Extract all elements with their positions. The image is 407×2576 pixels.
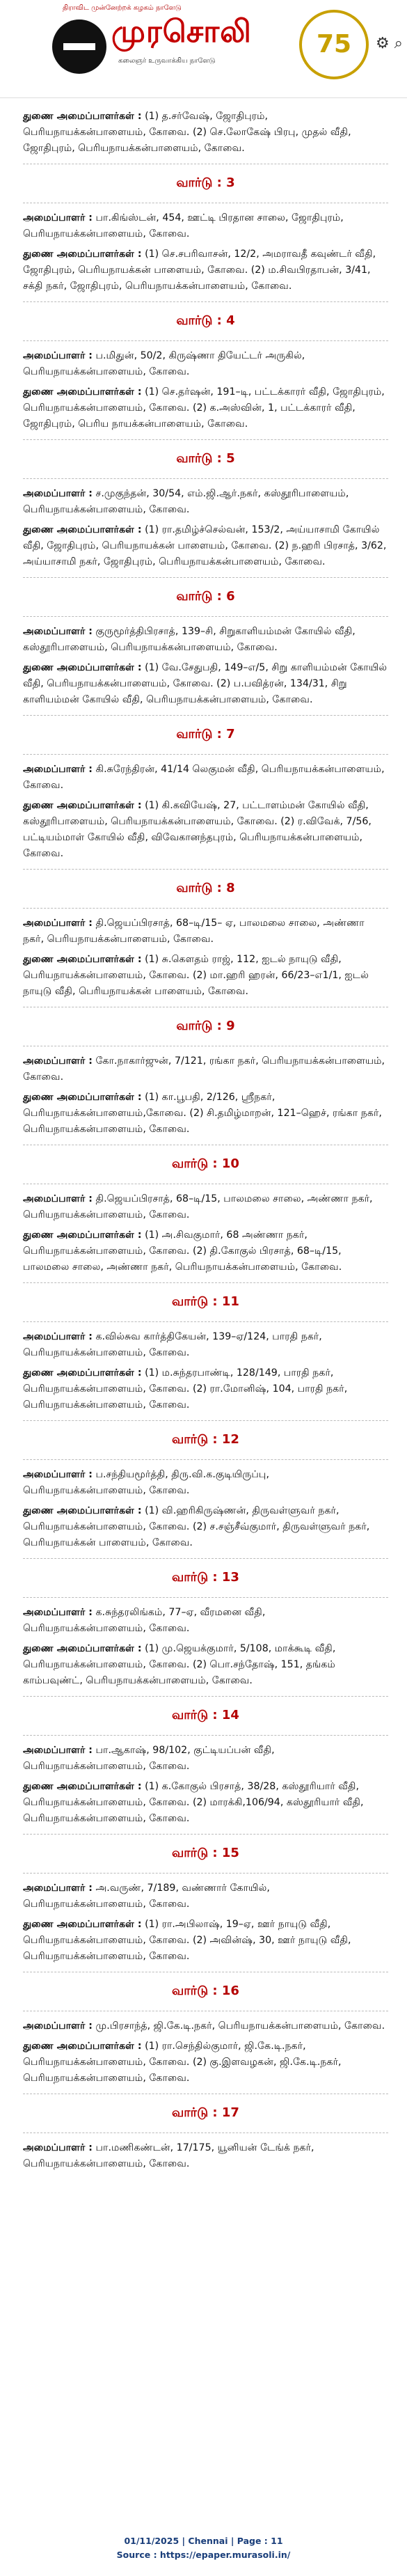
appointment-entry [23,1880,388,1913]
role-label: துணை அமைப்பாளர்கள் : [23,2041,142,2052]
member-details: (1) க.கோகுல் பிரசாத், 38/28, கஸ்தூரியார் வீதி, பெரியநாயக்கன்பாளையம், கோவை. (2) மாரக்கி,106/94, கஸ்தூரியார் வீதி, பெரியநாயக்கன்பாளையம், கோவை. [23,1781,364,1824]
appointment-entry [23,210,388,242]
member-details: (1) செ.சபரிவாசன், 12/2, அமராவதீ கவுண்டர் வீதி, ஜோதிபுரம், பெரியநாயக்கன் பாளையம், கோவை. (2) ம.சிவபிரதாபன், 3/41, சக்தி நகர், ஜோதிபுரம், பெரியநாயக்கன்பாளையம், கோவை. [23,249,376,292]
ward-heading: வார்டு : 14 [172,1708,239,1722]
appointment-entry [23,2039,388,2087]
ward-heading: வார்டு : 16 [172,1984,239,1998]
appointment-entry [23,348,388,380]
appointment-entry [23,1191,388,1223]
ward-heading: வார்டு : 3 [176,175,235,190]
section-divider [23,1597,388,1598]
member-details: (1) ரா.செந்தில்குமார், ஜி.கே.டி.நகர், பெரியநாயக்கன்பாளையம், கோவை. (2) கு.இளவழகன், ஜி.கே.டி.நகர், பெரியநாயக்கன்பாளையம், கோவை. [23,2041,342,2084]
role-label: அமைப்பாளர் : [23,488,93,499]
member-details: (1) ரா.அபிலாஷ், 19–ஏ, ஊர் நாயுடு வீதி, பெரியநாயக்கன்பாளையம், கோவை. (2) அவின்ஷ், 30, ஊர் நாயுடு வீதி, பெரியநாயக்கன்பாளையம், கோவை. [23,1919,351,1962]
member-details: க.வில்சுவ கார்த்திகேயன், 139–ஏ/124, பாரதி நகர், பெரியநாயக்கன்பாளையம், கோவை. [23,1331,322,1358]
role-label: அமைப்பாளர் : [23,350,93,361]
role-label: அமைப்பாளர் : [23,212,93,223]
appointment-entry [23,660,388,708]
footer-date-page: 01/11/2025 | Chennai | Page : 11 [124,2536,283,2546]
appointment-entry [23,1641,388,1689]
member-details: மு.பிரசாந்த், ஜி.கே.டி.நகர், பெரியநாயக்கன்பாளையம், கோவை. [95,2020,385,2032]
section-divider [23,1558,388,1559]
section-divider [23,1321,388,1322]
appointment-entry [23,1090,388,1138]
ward-heading: வார்டு : 10 [172,1156,239,1171]
appointment-entry [23,1917,388,1965]
ward-heading: வார்டு : 15 [172,1846,239,1860]
member-details: (1) அ.சிவகுமார், 68 அண்ணா நகர், பெரியநாயக்கன்பாளையம், கோவை. (2) தி.கோகுல் பிரசாத், 68–டி/15, பாலமலை சாலை, அண்ணா நகர், பெரியநாயக்கன்பாளையம், கோவை. [23,1230,342,1273]
section-divider [23,301,388,302]
role-label: துணை அமைப்பாளர்கள் : [23,1781,142,1792]
section-divider [23,340,388,341]
member-details: பா.கிங்ஸ்டன், 454, ஊட்டி பிரதான சாலை, ஜோதிபுரம், பெரியநாயக்கன்பாளையம், கோவை. [23,212,344,239]
member-details: (1) கி.கவியேஷ், 27, பட்டாளம்மன் கோயில் வீதி, கஸ்தூரிபாளையம், பெரியநாயக்கன்பாளையம், கோவை. (2) ர.விவேக், 7/56, பட்டியம்மாள் கோயில் வீதி, விவேகானந்தபுரம், பெரியநாயக்கன்பாளையம், கோவை. [23,800,372,859]
ward-heading: வார்டு : 4 [176,313,235,328]
role-label: துணை அமைப்பாளர்கள் : [23,800,142,811]
role-label: அமைப்பாளர் : [23,2020,93,2032]
role-label: அமைப்பாளர் : [23,2142,93,2153]
newspaper-logo: முரசொலி [111,14,252,49]
section-divider [23,715,388,716]
role-label: அமைப்பாளர் : [23,626,93,637]
ward-heading: வார்டு : 17 [172,2105,239,2120]
role-label: துணை அமைப்பாளர்கள் : [23,662,142,673]
ward-heading: வார்டு : 5 [176,451,235,466]
appointment-entry [23,246,388,294]
appointment-entry [23,1779,388,1827]
member-details: குருமூர்த்திபிரசாத், 139–சி, சிறுகாளியம்மன் கோயில் வீதி, கஸ்தூரிபாளையம், பெரியநாயக்கன்பாளையம், கோவை. [23,626,356,653]
section-divider [23,1282,388,1283]
appointment-entry [23,384,388,432]
section-divider [23,1735,388,1736]
appointment-entry [23,798,388,862]
role-label: துணை அமைப்பாளர்கள் : [23,954,142,965]
section-divider [23,1834,388,1835]
appointment-entry [23,952,388,1000]
appointment-entry [23,624,388,656]
section-divider [23,478,388,479]
ward-heading: வார்டு : 9 [176,1019,235,1033]
role-label: துணை அமைப்பாளர்கள் : [23,1230,142,1241]
member-details: பா.ஆகாஷ், 98/102, குட்டியப்பன் வீதி, பெரியநாயக்கன்பாளையம், கோவை. [23,1745,275,1772]
role-label: அமைப்பாளர் : [23,764,93,775]
appointment-entry [23,1503,388,1551]
member-details: (1) செ.தர்ஷன், 191–டி, பட்டக்காரர் வீதி, ஜோதிபுரம், பெரியநாயக்கன்பாளையம், கோவை. (2) க.அஸ்வின், 1, பட்டக்காரர் வீதி, ஜோதிபுரம், பெரிய நாயக்கன்பாளையம், கோவை. [23,386,385,430]
member-details: க.சுந்தரலிங்கம், 77–ஏ, வீரமனை வீதி, பெரியநாயக்கன்பாளையம், கோவை. [23,1607,266,1634]
role-label: துணை அமைப்பாளர்கள் : [23,1505,142,1516]
masthead-tagline: திராவிட முன்னேற்றக் கழகம் நாளேடு [63,4,182,12]
article-body [23,104,388,2176]
role-label: துணை அமைப்பாளர்கள் : [23,249,142,260]
appointment-entry [23,762,388,794]
anniversary-badge: 75 [299,10,369,79]
member-details: தி.ஜெயப்பிரசாத், 68–டி/15– ஏ, பாலமலை சாலை, அண்ணா நகர், பெரியநாயக்கன்பாளையம், கோவை. [23,918,365,945]
appointment-entry [23,1329,388,1361]
ward-heading: வார்டு : 6 [176,589,235,604]
search-icon[interactable]: ⌕ [394,35,403,52]
appointment-entry [23,1227,388,1275]
member-details: (1) கா.பூபதி, 2/126, ஸ்ரீநகர், பெரியநாயக்கன்பாளையம்,கோவை. (2) சி.தமிழ்மாறன், 121–ஹெச், ரங்கா நகர், பெரியநாயக்கன்பாளையம், கோவை. [23,1092,382,1135]
member-details: (1) வே.சேதுபதி, 149–எ/5, சிறு காளியம்மன் கோயில் வீதி, பெரியநாயக்கன்பாளையம், கோவை. (2) ப.பவித்ரன், 134/31, சிறு காளியம்மன் கோயில் வீதி, பெரியநாயக்கன்பாளையம், கோவை. [23,662,388,705]
section-divider [23,1696,388,1697]
member-details: ச.முகுந்தன், 30/54, எம்.ஜி.ஆர்.நகர், கஸ்தூரிபாளையம், பெரியநாயக்கன்பாளையம், கோவை. [23,488,349,515]
section-divider [23,1873,388,1874]
section-divider [23,577,388,578]
section-divider [23,439,388,440]
ward-heading: வார்டு : 11 [172,1294,239,1309]
section-divider [23,616,388,617]
ward-heading: வார்டு : 13 [172,1570,239,1585]
appointment-entry [23,1053,388,1085]
appointment-entry [23,2018,388,2034]
member-details: (1) வி.ஹரிகிருஷ்ணன், திருவள்ளுவர் நகர், பெரியநாயக்கன்பாளையம், கோவை. (2) ச.சஞ்சீவ்குமார், திருவள்ளுவர் நகர், பெரியநாயக்கன் பாளையம், கோவை. [23,1505,370,1548]
appointment-entry [23,1467,388,1499]
role-label: அமைப்பாளர் : [23,1745,93,1756]
appointment-entry [23,109,388,157]
ward-heading: வார்டு : 8 [176,881,235,895]
appointment-entry [23,2140,388,2172]
logo-subtitle: கலைஞர் உருவாக்கிய நாளேடு [118,57,216,65]
member-details: கி.சுரேந்திரன், 41/14 லெகுமன் வீதி, பெரியநாயக்கன்பாளையம், கோவை. [23,764,385,791]
section-divider [23,908,388,909]
section-divider [23,754,388,755]
role-label: துணை அமைப்பாளர்கள் : [23,111,142,122]
settings-icon[interactable]: ⚙ [375,35,390,52]
member-details: கோ.நாகார்ஜுன், 7/121, ரங்கா நகர், பெரியநாயக்கன்பாளையம், கோவை. [23,1055,385,1083]
role-label: துணை அமைப்பாளர்கள் : [23,1367,142,1379]
header-icons [376,35,403,52]
role-label: துணை அமைப்பாளர்கள் : [23,524,142,535]
role-label: அமைப்பாளர் : [23,1469,93,1480]
role-label: அமைப்பாளர் : [23,1055,93,1067]
appointment-entry [23,1743,388,1775]
appointment-entry [23,486,388,518]
role-label: துணை அமைப்பாளர்கள் : [23,1919,142,1930]
section-divider [23,1420,388,1421]
masthead [0,0,407,98]
member-details: ப.மிதுன், 50/2, கிருஷ்ணா தியேட்டர் அருகில், பெரியநாயக்கன்பாளையம், கோவை. [23,350,305,377]
member-details: (1) த.சர்வேஷ், ஜோதிபுரம், பெரியநாயக்கன்பாளையம், கோவை. (2) செ.லோகேஷ் பிரபு, முதல் வீதி, ஜோதிபுரம், பெரியநாயக்கன்பாளையம், கோவை. [23,111,351,154]
member-details: (1) சு.கௌதம் ராஜ், 112, ஐடல் நாயுடு வீதி, பெரியநாயக்கன்பாளையம், கோவை. (2) மா.ஹரி ஹரன், 66/23–எ1/1, ஐடல் நாயுடு வீதி, பெரியநாயக்கன் பாளையம், கோவை. [23,954,369,997]
member-details: ப.சந்தியமூர்த்தி, திரு.வி.க.குடியிருப்பு, பெரியநாயக்கன்பாளையம், கோவை. [23,1469,269,1496]
role-label: அமைப்பாளர் : [23,1331,93,1342]
appointment-entry [23,522,388,570]
party-emblem-icon [52,19,106,74]
section-divider [23,869,388,870]
appointment-entry [23,1605,388,1637]
role-label: அமைப்பாளர் : [23,1607,93,1618]
appointment-entry [23,916,388,948]
member-details: பா.மணிகண்டன், 17/175, யூனியன் டேங்க் நகர், பெரியநாயக்கன்பாளையம், கோவை. [23,2142,314,2169]
appointment-entry [23,1365,388,1413]
role-label: துணை அமைப்பாளர்கள் : [23,1643,142,1654]
role-label: அமைப்பாளர் : [23,1193,93,1204]
role-label: துணை அமைப்பாளர்கள் : [23,386,142,398]
footer-source: Source : https://epaper.murasoli.in/ [116,2550,291,2560]
member-details: தி.ஜெயப்பிரசாத், 68–டி/15, பாலமலை சாலை, அண்ணா நகர், பெரியநாயக்கன்பாளையம், கோவை. [23,1193,373,1220]
page-footer [0,2534,407,2562]
member-details: (1) ரா.தமிழ்ச்செல்வன், 153/2, அய்யாசாமி கோயில் வீதி, ஜோதிபுரம், பெரியநாயக்கன் பாளையம், கோவை. (2) ந.ஹரி பிரசாத், 3/62, அய்யாசாமி நகர், ஜோதிபுரம், பெரியநாயக்கன்பாளையம், கோவை. [23,524,387,567]
member-details: (1) ம.சுந்தரபாண்டி, 128/149, பாரதி நகர், பெரியநாயக்கன்பாளையம், கோவை. (2) ரா.மோனிஷ், 104, பாரதி நகர், பெரியநாயக்கன்பாளையம், கோவை. [23,1367,348,1411]
role-label: துணை அமைப்பாளர்கள் : [23,1092,142,1103]
role-label: அமைப்பாளர் : [23,1883,93,1894]
member-details: (1) மு.ஜெயக்குமார், 5/108, மாக்கூடி வீதி, பெரியநாயக்கன்பாளையம், கோவை. (2) பொ.சந்தோஷ், 151, தங்கம் காம்பவுண்ட், பெரியநாயக்கன்பாளையம், கோவை. [23,1643,336,1686]
section-divider [23,1459,388,1460]
ward-heading: வார்டு : 7 [176,727,235,741]
member-details: அ.வருண், 7/189, வண்ணார் கோயில், பெரியநாயக்கன்பாளையம், கோவை. [23,1883,270,1910]
role-label: அமைப்பாளர் : [23,918,93,929]
ward-heading: வார்டு : 12 [172,1432,239,1447]
